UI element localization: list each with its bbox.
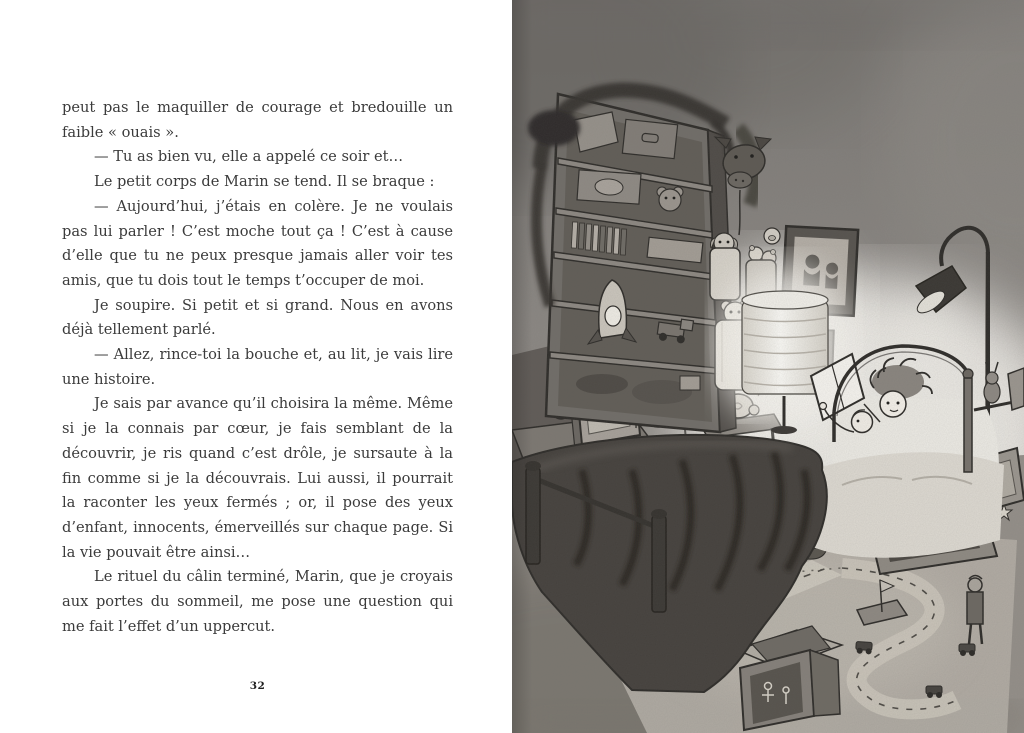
- paragraph: — Tu as bien vu, elle a appelé ce soir et…: [94, 148, 404, 166]
- paragraph: Le petit corps de Marin se tend. Il se braque :: [94, 173, 435, 191]
- paragraph: — Allez, rince-toi la bouche et, au lit, je vais lire une histoire.: [62, 346, 453, 388]
- body-text: [62, 96, 453, 639]
- paragraph: Je soupire. Si petit et si grand. Nous en avons déjà tellement parlé.: [62, 296, 453, 339]
- bedtime-illustration: [512, 0, 1024, 733]
- gutter-shadow: [512, 0, 532, 733]
- paragraph: peut pas le maquiller de courage et bredouille un faible « ouais ».: [62, 99, 453, 141]
- paragraph: Le rituel du câlin terminé, Marin, que je croyais aux portes du sommeil, me pose une question qui me fait l’effet d’un uppercut.: [62, 568, 453, 635]
- paragraph: — Aujourd’hui, j’étais en colère. Je ne voulais pas lui parler ! C’est moche tout ça ! C’est à cause d’elle que tu ne peux presque jamais aller voir tes amis, que tu dois tout le temps t’occuper de moi.: [62, 197, 453, 289]
- paper-grain: [512, 0, 1024, 733]
- right-page: [512, 0, 1024, 733]
- page-number: 32: [249, 680, 266, 692]
- paragraph: Je sais par avance qu’il choisira la même. Même si je la connais par cœur, je fais semblant de la découvrir, je ris quand c’est drôle, je sursaute à la fin comme si je la découvrais. Lui aussi, il pourrait la raconter les yeux fermés ; or, il pose des yeux d’enfant, innocents, émerveillés sur chaque page. Si la vie pouvait être ainsi…: [62, 395, 453, 561]
